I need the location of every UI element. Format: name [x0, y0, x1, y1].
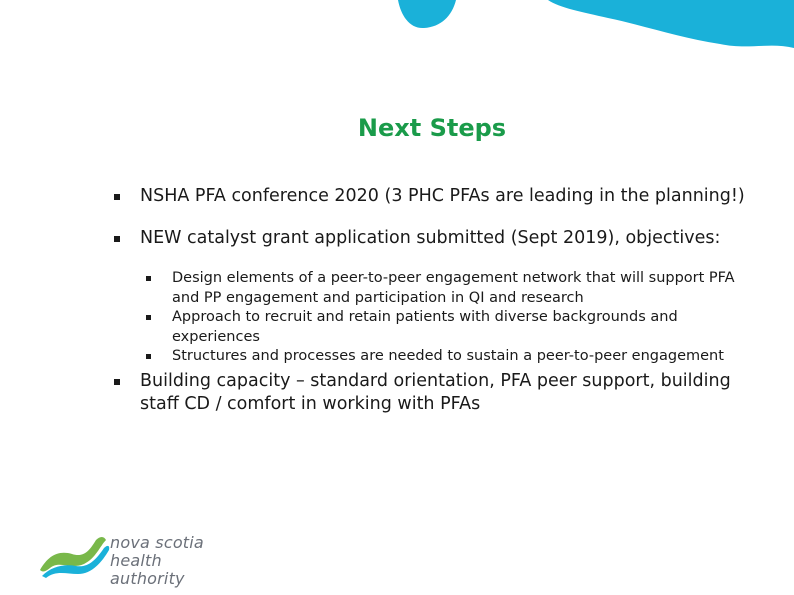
wave-logo-icon [38, 528, 110, 584]
logo-line-2: health authority [110, 551, 185, 588]
bullet-item [112, 185, 752, 208]
logo-wordmark [110, 534, 228, 588]
sub-bullet-item [144, 347, 752, 367]
bullet-item [112, 227, 752, 250]
sub-bullet-text: Design elements of a peer-to-peer engagement network that will support PFA and PP engagement and participation in QI and research [172, 270, 735, 306]
sub-bullet-list [144, 269, 752, 367]
square-bullet-icon [114, 236, 120, 242]
sub-bullet-item [144, 269, 752, 308]
sub-bullet-text: Approach to recruit and retain patients with diverse backgrounds and experiences [172, 309, 678, 345]
bullet-text: NEW catalyst grant application submitted (Sept 2019), objectives: [140, 228, 721, 248]
square-bullet-icon [146, 315, 151, 320]
bullet-text: Building capacity – standard orientation, PFA peer support, building staff CD / comfort in working with PFAs [140, 370, 731, 414]
logo-line-1: nova scotia [110, 533, 204, 552]
decorative-wave [0, 0, 794, 60]
square-bullet-icon [114, 194, 120, 200]
square-bullet-icon [146, 276, 151, 281]
slide-title: Next Steps [357, 114, 507, 142]
square-bullet-icon [146, 354, 151, 359]
bullet-text: NSHA PFA conference 2020 (3 PHC PFAs are leading in the planning!) [140, 186, 745, 206]
nova-scotia-health-logo [38, 528, 228, 588]
bullet-item [112, 370, 752, 416]
sub-bullet-item [144, 308, 752, 347]
square-bullet-icon [114, 379, 120, 385]
slide-content [112, 185, 752, 416]
sub-bullet-text: Structures and processes are needed to sustain a peer-to-peer engagement [172, 348, 724, 364]
